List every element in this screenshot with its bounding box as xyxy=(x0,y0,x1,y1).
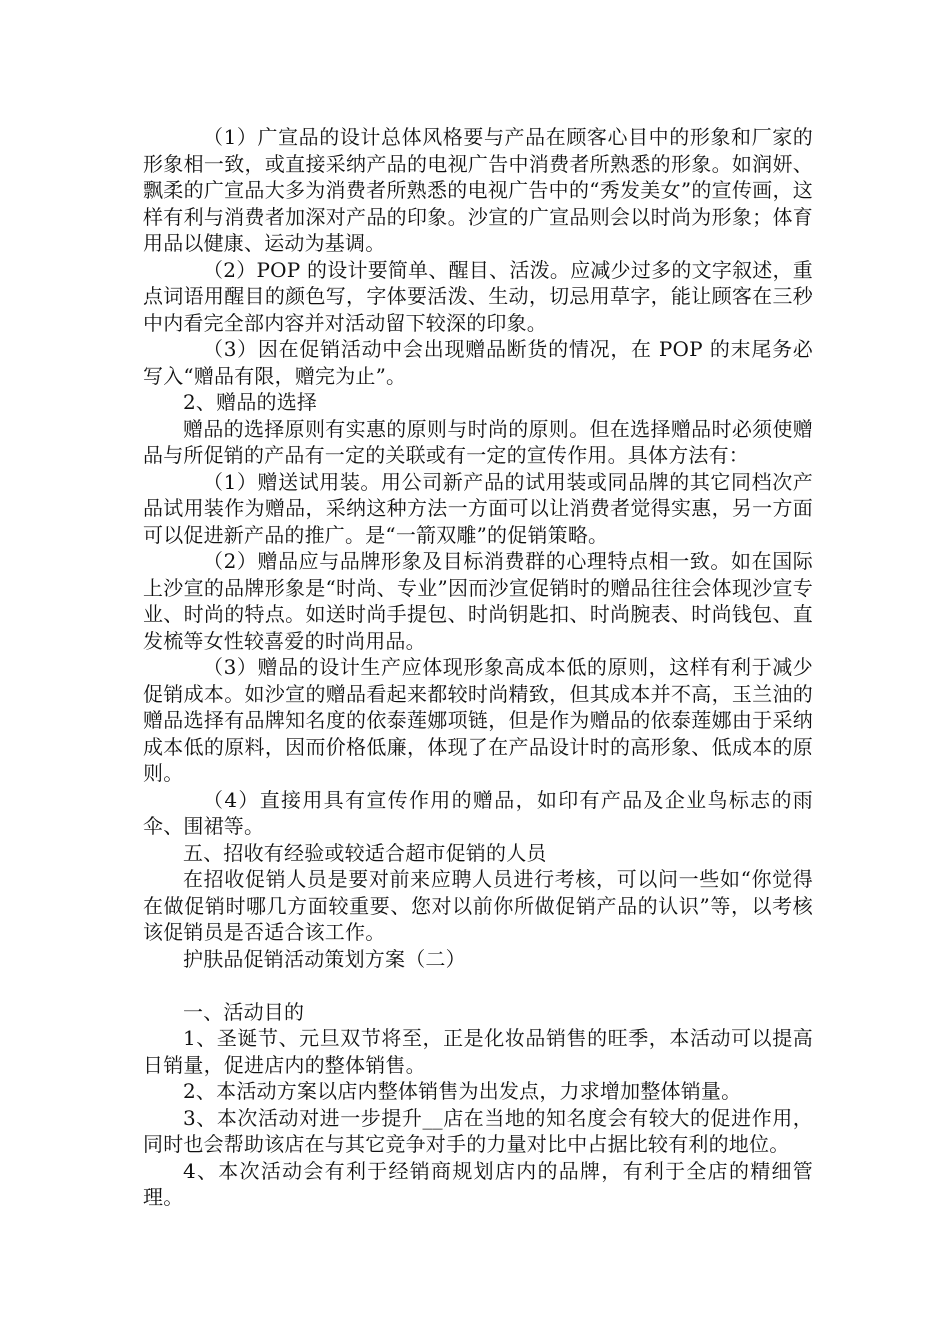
list-item: 4、本次活动会有利于经销商规划店内的品牌，有利于全店的精细管理。 xyxy=(143,1158,813,1209)
paragraph: 赠品的选择原则有实惠的原则与时尚的原则。但在选择赠品时必须使赠品与所促销的产品有一定的关联或有一定的宣传作用。具体方法有： xyxy=(143,416,813,467)
document-subtitle: 护肤品促销活动策划方案（二） xyxy=(183,946,466,971)
document-body xyxy=(143,124,813,1211)
paragraph: （2）赠品应与品牌形象及目标消费群的心理特点相一致。如在国际上沙宣的品牌形象是“时尚、专业”因而沙宣促销时的赠品往往会体现沙宣专业、时尚的特点。如送时尚手提包、时尚钥匙扣、时尚腕表、时尚钱包、直发梳等女性较喜爱的时尚用品。 xyxy=(143,549,813,653)
list-item: 3、本次活动对进一步提升__店在当地的知名度会有较大的促进作用，同时也会帮助该店在与其它竞争对手的力量对比中占据比较有利的地位。 xyxy=(143,1105,813,1156)
paragraph: （4）直接用具有宣传作用的赠品，如印有产品及企业鸟标志的雨伞、围裙等。 xyxy=(143,787,813,838)
section-heading: 一、活动目的 xyxy=(183,999,305,1024)
list-item: 2、本活动方案以店内整体销售为出发点，力求增加整体销量。 xyxy=(183,1079,742,1103)
paragraph: 在招收促销人员是要对前来应聘人员进行考核，可以问一些如“你觉得在做促销时哪几方面较重要、您对以前你所做促销产品的认识”等，以考核该促销员是否适合该工作。 xyxy=(143,867,813,944)
paragraph: （3）因在促销活动中会出现赠品断货的情况，在 POP 的末尾务必写入“赠品有限，赠完为止”。 xyxy=(143,337,813,388)
paragraph: （2）POP 的设计要简单、醒目、活泼。应减少过多的文字叙述，重点词语用醒目的颜色写，字体要活泼、生动，切忌用草字，能让顾客在三秒中内看完全部内容并对活动留下较深的印象。 xyxy=(143,257,813,335)
paragraph: （1）广宣品的设计总体风格要与产品在顾客心目中的形象和厂家的形象相一致，或直接采纳产品的电视广告中消费者所熟悉的形象。如润妍、飘柔的广宣品大多为消费者所熟悉的电视广告中的“秀发美女”的宣传画，这样有利与消费者加深对产品的印象。沙宣的广宣品则会以时尚为形象；体育用品以健康、运动为基调。 xyxy=(143,125,813,255)
paragraph: （1）赠送试用装。用公司新产品的试用装或同品牌的其它同档次产品试用装作为赠品，采纳这种方法一方面可以让消费者觉得实惠，另一方面可以促进新产品的推广。是“一箭双雕”的促销策略。 xyxy=(143,469,813,547)
section-heading: 2、赠品的选择 xyxy=(183,390,318,414)
blank-line xyxy=(143,972,813,999)
list-item: 1、圣诞节、元旦双节将至，正是化妆品销售的旺季，本活动可以提高日销量，促进店内的整体销售。 xyxy=(143,1026,813,1077)
paragraph: （3）赠品的设计生产应体现形象高成本低的原则，这样有利于减少促销成本。如沙宣的赠品看起来都较时尚精致，但其成本并不高，玉兰油的赠品选择有品牌知名度的依泰莲娜项链，但是作为赠品的依泰莲娜由于采纳成本低的原料，因而价格低廉，体现了在产品设计时的高形象、低成本的原则。 xyxy=(143,655,813,785)
section-heading: 五、招收有经验或较适合超市促销的人员 xyxy=(183,840,547,865)
